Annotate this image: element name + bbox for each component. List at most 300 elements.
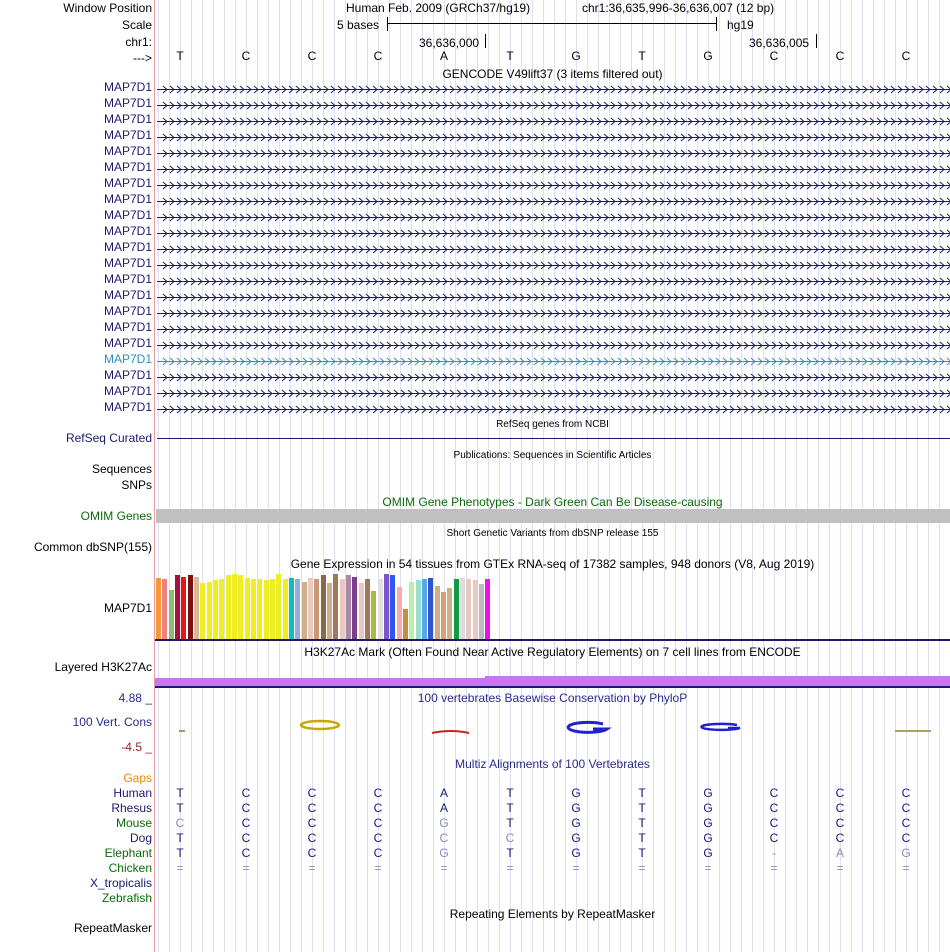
phylop-min-label: -4.5 _ xyxy=(121,740,152,754)
h3k27ac-signal[interactable] xyxy=(155,676,950,686)
alignment-base: T xyxy=(506,846,514,860)
gtex-title[interactable]: Gene Expression in 54 tissues from GTEx RNA-seq of 17382 samples, 948 donors (V8, Aug 2019) xyxy=(290,557,815,571)
alignment-base: T xyxy=(506,786,514,800)
gencode-transcript[interactable] xyxy=(157,387,950,396)
gridline xyxy=(543,0,544,952)
gtex-tissue-bar[interactable] xyxy=(302,582,307,639)
gencode-transcript[interactable] xyxy=(157,115,950,124)
gridline xyxy=(554,0,555,952)
alignment-base: C xyxy=(901,816,911,830)
gtex-tissue-bar[interactable] xyxy=(441,592,446,639)
phylop-mark-3 xyxy=(432,731,469,733)
gtex-tissue-bar[interactable] xyxy=(156,578,161,639)
gridline xyxy=(213,0,214,952)
gencode-transcript[interactable] xyxy=(157,211,950,220)
gtex-tissue-bar[interactable] xyxy=(226,575,231,639)
alignment-base: C xyxy=(439,831,449,845)
gridline xyxy=(158,0,159,952)
gridline xyxy=(565,0,566,952)
gridline xyxy=(587,0,588,952)
gencode-item-label[interactable]: MAP7D1 xyxy=(103,320,152,334)
gtex-tissue-bar[interactable] xyxy=(232,574,237,639)
gencode-item-label[interactable]: MAP7D1 xyxy=(103,160,152,174)
gtex-tissue-bar[interactable] xyxy=(264,580,269,639)
gridline xyxy=(290,0,291,952)
snps-label[interactable]: SNPs xyxy=(121,478,152,492)
omim-label[interactable]: OMIM Genes xyxy=(80,509,152,523)
omim-bar[interactable] xyxy=(156,509,950,523)
gtex-tissue-bar[interactable] xyxy=(346,575,351,639)
gridline xyxy=(884,0,885,952)
base-letter: G xyxy=(571,49,581,63)
alignment-base: T xyxy=(638,786,646,800)
gencode-transcript[interactable] xyxy=(157,291,950,300)
alignment-base: T xyxy=(638,846,646,860)
alignment-base: T xyxy=(176,846,184,860)
gridline xyxy=(609,0,610,952)
gtex-tissue-bar[interactable] xyxy=(428,578,433,639)
alignment-base: C xyxy=(901,801,911,815)
coord-1: 36,636,000 xyxy=(419,36,480,50)
alignment-base: T xyxy=(176,786,184,800)
dbsnp-title[interactable]: Short Genetic Variants from dbSNP release 155 xyxy=(446,528,659,539)
gtex-tissue-bar[interactable] xyxy=(283,579,288,639)
alignment-base: G xyxy=(703,831,713,845)
repeatmasker-label[interactable]: RepeatMasker xyxy=(73,921,152,935)
alignment-base: G xyxy=(703,786,713,800)
gencode-item-label[interactable]: MAP7D1 xyxy=(103,288,152,302)
gencode-item-label[interactable]: MAP7D1 xyxy=(103,336,152,350)
gridline xyxy=(488,0,489,952)
gtex-tissue-bar[interactable] xyxy=(213,580,218,639)
gtex-gene-label[interactable]: MAP7D1 xyxy=(103,601,152,615)
multiz-title[interactable]: Multiz Alignments of 100 Vertebrates xyxy=(455,757,650,771)
gtex-tissue-bar[interactable] xyxy=(327,583,332,639)
alignment-base: = xyxy=(572,861,580,875)
gridline xyxy=(169,0,170,952)
h3k27ac-title[interactable]: H3K27Ac Mark (Often Found Near Active Regulatory Elements) on 7 cell lines from ENCODE xyxy=(304,645,801,659)
gridline xyxy=(389,0,390,952)
gtex-tissue-bar[interactable] xyxy=(289,578,294,639)
gtex-tissue-bar[interactable] xyxy=(466,579,471,639)
phylop-mark-4 xyxy=(568,722,607,732)
alignment-base: C xyxy=(835,816,845,830)
alignment-base: C xyxy=(373,831,383,845)
gtex-tissue-bar[interactable] xyxy=(416,580,421,639)
alignment-base: G xyxy=(703,801,713,815)
gtex-tissue-bar[interactable] xyxy=(422,579,427,639)
omim-title[interactable]: OMIM Gene Phenotypes - Dark Green Can Be Disease-causing xyxy=(382,495,723,509)
species-label[interactable]: Human xyxy=(113,786,152,800)
gtex-tissue-bar[interactable] xyxy=(162,579,167,639)
phylop-title[interactable]: 100 vertebrates Basewise Conservation by PhyloP xyxy=(417,691,688,705)
refseq-line[interactable] xyxy=(157,438,950,439)
phylop-mark-6 xyxy=(895,730,931,732)
gtex-tissue-bar[interactable] xyxy=(359,583,364,639)
gtex-tissue-bar[interactable] xyxy=(295,579,300,639)
gridline xyxy=(598,0,599,952)
gtex-tissue-bar[interactable] xyxy=(270,579,275,639)
gridline xyxy=(928,0,929,952)
gtex-bar-chart[interactable] xyxy=(156,572,556,639)
alignment-base: C xyxy=(835,831,845,845)
gridline xyxy=(422,0,423,952)
gtex-tissue-bar[interactable] xyxy=(219,579,224,639)
base-letter: C xyxy=(769,49,779,63)
alignment-base: G xyxy=(571,831,581,845)
alignment-base: = xyxy=(902,861,910,875)
scale-bar-right xyxy=(716,17,717,31)
refseq-title[interactable]: RefSeq genes from NCBI xyxy=(496,419,609,430)
alignment-base: C xyxy=(835,786,845,800)
gtex-tissue-bar[interactable] xyxy=(257,579,262,639)
gencode-item-label[interactable]: MAP7D1 xyxy=(103,80,152,94)
gtex-baseline xyxy=(155,639,950,641)
gtex-tissue-bar[interactable] xyxy=(200,583,205,639)
base-letter: A xyxy=(439,49,448,63)
gtex-tissue-bar[interactable] xyxy=(409,582,414,639)
alignment-base: T xyxy=(176,801,184,815)
alignment-base: = xyxy=(374,861,382,875)
base-letter: C xyxy=(307,49,317,63)
repeatmasker-title[interactable]: Repeating Elements by RepeatMasker xyxy=(449,907,656,921)
gencode-transcript[interactable] xyxy=(157,355,950,364)
alignment-base: C xyxy=(901,786,911,800)
alignment-base: C xyxy=(373,816,383,830)
phylop-mark-5 xyxy=(701,724,740,730)
coord-2-tick xyxy=(816,34,817,48)
gencode-item-label[interactable]: MAP7D1 xyxy=(103,176,152,190)
species-label[interactable]: Dog xyxy=(129,831,152,845)
gencode-transcript[interactable] xyxy=(157,147,950,156)
gridline xyxy=(367,0,368,952)
base-letter: T xyxy=(176,49,184,63)
alignment-base: G xyxy=(901,846,911,860)
gtex-tissue-bar[interactable] xyxy=(169,590,174,639)
db-text: hg19 xyxy=(727,18,754,32)
gtex-tissue-bar[interactable] xyxy=(371,591,376,639)
alignment-base: A xyxy=(439,786,448,800)
gridline xyxy=(873,0,874,952)
publications-title[interactable]: Publications: Sequences in Scientific Articles xyxy=(453,450,652,461)
gtex-tissue-bar[interactable] xyxy=(340,579,345,639)
alignment-base: C xyxy=(769,831,779,845)
gencode-transcript[interactable] xyxy=(157,83,950,92)
gridline xyxy=(202,0,203,952)
gridline xyxy=(191,0,192,952)
gridline xyxy=(829,0,830,952)
alignment-base: C xyxy=(769,786,779,800)
alignment-base: C xyxy=(241,801,251,815)
species-label[interactable]: Rhesus xyxy=(111,801,152,815)
alignment-base: C xyxy=(373,786,383,800)
gridline xyxy=(675,0,676,952)
gencode-transcript[interactable] xyxy=(157,275,950,284)
alignment-base: = xyxy=(770,861,778,875)
gridline xyxy=(796,0,797,952)
alignment-base: C xyxy=(307,801,317,815)
gridline xyxy=(532,0,533,952)
base-letter: C xyxy=(373,49,383,63)
gencode-item-label[interactable]: MAP7D1 xyxy=(103,240,152,254)
gtex-tissue-bar[interactable] xyxy=(314,579,319,639)
gridline xyxy=(356,0,357,952)
scale-text: 5 bases xyxy=(337,18,380,32)
gridline xyxy=(807,0,808,952)
alignment-base: G xyxy=(571,786,581,800)
gridline xyxy=(851,0,852,952)
gridline xyxy=(301,0,302,952)
phylop-mark-2 xyxy=(301,721,339,729)
gridline xyxy=(257,0,258,952)
gtex-tissue-bar[interactable] xyxy=(207,582,212,639)
gridline xyxy=(763,0,764,952)
alignment-base: - xyxy=(772,846,776,860)
alignment-base: G xyxy=(703,816,713,830)
gridline xyxy=(697,0,698,952)
gtex-tissue-bar[interactable] xyxy=(175,575,180,639)
dbsnp-label[interactable]: Common dbSNP(155) xyxy=(33,540,152,554)
gencode-item-label[interactable]: MAP7D1 xyxy=(103,208,152,222)
base-letter: C xyxy=(901,49,911,63)
gencode-transcript[interactable] xyxy=(157,371,950,380)
gridline xyxy=(224,0,225,952)
alignment-base: C xyxy=(307,816,317,830)
coord-1-tick xyxy=(485,34,486,48)
scale-label: Scale xyxy=(121,18,152,32)
alignment-base: T xyxy=(176,831,184,845)
gtex-tissue-bar[interactable] xyxy=(238,575,243,639)
base-letter: C xyxy=(835,49,845,63)
gridline xyxy=(620,0,621,952)
gridline xyxy=(653,0,654,952)
gencode-item-label[interactable]: MAP7D1 xyxy=(103,368,152,382)
base-letter: G xyxy=(703,49,713,63)
alignment-base: C xyxy=(241,846,251,860)
gtex-tissue-bar[interactable] xyxy=(435,586,440,639)
scale-bar xyxy=(387,23,717,24)
gencode-item-label[interactable]: MAP7D1 xyxy=(103,256,152,270)
scale-bar-left xyxy=(387,17,388,31)
alignment-base: C xyxy=(373,801,383,815)
base-letter: C xyxy=(241,49,251,63)
gencode-title[interactable]: GENCODE V49lift37 (3 items filtered out) xyxy=(442,67,663,81)
gridline xyxy=(323,0,324,952)
gtex-tissue-bar[interactable] xyxy=(454,579,459,639)
gtex-tissue-bar[interactable] xyxy=(181,577,186,639)
h3k27ac-baseline xyxy=(155,686,950,688)
gtex-tissue-bar[interactable] xyxy=(485,579,490,639)
gtex-tissue-bar[interactable] xyxy=(352,577,357,639)
gridline xyxy=(895,0,896,952)
h3k27ac-label[interactable]: Layered H3K27Ac xyxy=(54,660,152,674)
gridline xyxy=(433,0,434,952)
gtex-tissue-bar[interactable] xyxy=(473,580,478,639)
gencode-item-label[interactable]: MAP7D1 xyxy=(103,192,152,206)
alignment-base: G xyxy=(571,816,581,830)
gencode-item-label[interactable]: MAP7D1 xyxy=(103,144,152,158)
gridline xyxy=(752,0,753,952)
phylop-label[interactable]: 100 Vert. Cons xyxy=(72,715,152,729)
species-label[interactable]: Mouse xyxy=(115,816,152,830)
gencode-transcript[interactable] xyxy=(157,403,950,412)
gridline xyxy=(345,0,346,952)
gtex-tissue-bar[interactable] xyxy=(365,579,370,639)
gtex-tissue-bar[interactable] xyxy=(308,578,313,639)
alignment-base: G xyxy=(439,846,449,860)
alignment-base: T xyxy=(638,831,646,845)
gridline xyxy=(818,0,819,952)
refseq-label[interactable]: RefSeq Curated xyxy=(65,431,152,445)
alignment-base: C xyxy=(307,846,317,860)
track-image[interactable] xyxy=(155,0,950,952)
gencode-item-label[interactable]: MAP7D1 xyxy=(103,128,152,142)
gencode-item-label[interactable]: MAP7D1 xyxy=(103,224,152,238)
alignment-base: C xyxy=(769,801,779,815)
alignment-base: A xyxy=(835,846,844,860)
gtex-tissue-bar[interactable] xyxy=(276,574,281,639)
alignment-base: A xyxy=(439,801,448,815)
gridline xyxy=(334,0,335,952)
alignment-base: G xyxy=(439,816,449,830)
gridline xyxy=(730,0,731,952)
gencode-item-label[interactable]: MAP7D1 xyxy=(103,272,152,286)
base-letter: T xyxy=(638,49,646,63)
phylop-max-label: 4.88 _ xyxy=(118,691,152,705)
assembly-text: Human Feb. 2009 (GRCh37/hg19) xyxy=(346,1,531,15)
gtex-tissue-bar[interactable] xyxy=(245,578,250,639)
gencode-transcript[interactable] xyxy=(157,339,950,348)
gencode-transcript[interactable] xyxy=(157,227,950,236)
alignment-base: C xyxy=(241,831,251,845)
gtex-tissue-bar[interactable] xyxy=(251,579,256,639)
gridline xyxy=(939,0,940,952)
gridline xyxy=(477,0,478,952)
gencode-item-label[interactable]: MAP7D1 xyxy=(103,352,152,366)
gencode-item-label[interactable]: MAP7D1 xyxy=(103,96,152,110)
species-label[interactable]: Chicken xyxy=(108,861,152,875)
gencode-transcript[interactable] xyxy=(157,163,950,172)
alignment-base: C xyxy=(241,786,251,800)
alignment-base: = xyxy=(242,861,250,875)
alignment-base: G xyxy=(571,801,581,815)
gtex-tissue-bar[interactable] xyxy=(321,575,326,639)
gencode-item-label[interactable]: MAP7D1 xyxy=(103,112,152,126)
phylop-logo[interactable] xyxy=(155,712,950,742)
alignment-base: C xyxy=(175,816,185,830)
species-label[interactable]: Elephant xyxy=(104,846,152,860)
gtex-tissue-bar[interactable] xyxy=(194,577,199,639)
gtex-tissue-bar[interactable] xyxy=(479,584,484,639)
gencode-transcript[interactable] xyxy=(157,259,950,268)
strand-label: ---> xyxy=(133,51,152,65)
gtex-tissue-bar[interactable] xyxy=(397,587,402,639)
gridline xyxy=(400,0,401,952)
gridline xyxy=(719,0,720,952)
gencode-transcript[interactable] xyxy=(157,323,950,332)
gridline xyxy=(411,0,412,952)
gtex-tissue-bar[interactable] xyxy=(188,575,193,639)
alignment-base: C xyxy=(901,831,911,845)
gtex-tissue-bar[interactable] xyxy=(390,575,395,639)
gencode-item-label[interactable]: MAP7D1 xyxy=(103,304,152,318)
alignment-base: = xyxy=(440,861,448,875)
alignment-base: C xyxy=(505,831,515,845)
gridline xyxy=(862,0,863,952)
gridline xyxy=(235,0,236,952)
gridline xyxy=(785,0,786,952)
gencode-item-label[interactable]: MAP7D1 xyxy=(103,400,152,414)
alignment-base: G xyxy=(703,846,713,860)
base-letter: T xyxy=(506,49,514,63)
h3k27ac-fill-left xyxy=(155,678,485,686)
alignment-base: C xyxy=(835,801,845,815)
gencode-transcript[interactable] xyxy=(157,131,950,140)
alignment-base: C xyxy=(307,786,317,800)
gridline xyxy=(268,0,269,952)
gtex-tissue-bar[interactable] xyxy=(403,609,408,639)
alignment-base: T xyxy=(506,801,514,815)
position-text: chr1:36,635,996-36,636,007 (12 bp) xyxy=(582,1,775,15)
alignment-base: C xyxy=(241,816,251,830)
gridline xyxy=(455,0,456,952)
alignment-base: = xyxy=(308,861,316,875)
gtex-tissue-bar[interactable] xyxy=(460,578,465,639)
gridline xyxy=(521,0,522,952)
window-position-label: Window Position xyxy=(63,1,152,15)
gridline xyxy=(631,0,632,952)
species-label[interactable]: X_tropicalis xyxy=(89,876,152,890)
alignment-base: T xyxy=(638,801,646,815)
gtex-tissue-bar[interactable] xyxy=(447,588,452,639)
alignment-base: G xyxy=(571,846,581,860)
gtex-tissue-bar[interactable] xyxy=(333,574,338,639)
gridline xyxy=(917,0,918,952)
gtex-tissue-bar[interactable] xyxy=(378,579,383,639)
chr-label: chr1: xyxy=(125,35,152,49)
gridline xyxy=(499,0,500,952)
gtex-tissue-bar[interactable] xyxy=(384,574,389,639)
track-label-column xyxy=(0,0,152,952)
alignment-base: C xyxy=(307,831,317,845)
coord-2: 36,636,005 xyxy=(749,36,810,50)
gridline xyxy=(686,0,687,952)
gencode-transcript[interactable] xyxy=(157,99,950,108)
alignment-base: T xyxy=(506,816,514,830)
gencode-item-label[interactable]: MAP7D1 xyxy=(103,384,152,398)
phylop-mark-1 xyxy=(179,730,185,732)
gridline xyxy=(741,0,742,952)
gencode-transcript[interactable] xyxy=(157,307,950,316)
alignment-base: = xyxy=(836,861,844,875)
h3k27ac-fill-right xyxy=(485,676,950,686)
alignment-base: = xyxy=(704,861,712,875)
sequences-label[interactable]: Sequences xyxy=(91,462,152,476)
gridline xyxy=(466,0,467,952)
gencode-transcript[interactable] xyxy=(157,195,950,204)
gencode-transcript[interactable] xyxy=(157,243,950,252)
alignment-base: C xyxy=(373,846,383,860)
species-label[interactable]: Zebrafish xyxy=(101,891,152,905)
alignment-base: = xyxy=(176,861,184,875)
alignment-base: C xyxy=(769,816,779,830)
alignment-base: = xyxy=(638,861,646,875)
gridline xyxy=(279,0,280,952)
gaps-label: Gaps xyxy=(123,771,152,785)
alignment-base: T xyxy=(638,816,646,830)
gencode-transcript[interactable] xyxy=(157,179,950,188)
alignment-base: = xyxy=(506,861,514,875)
